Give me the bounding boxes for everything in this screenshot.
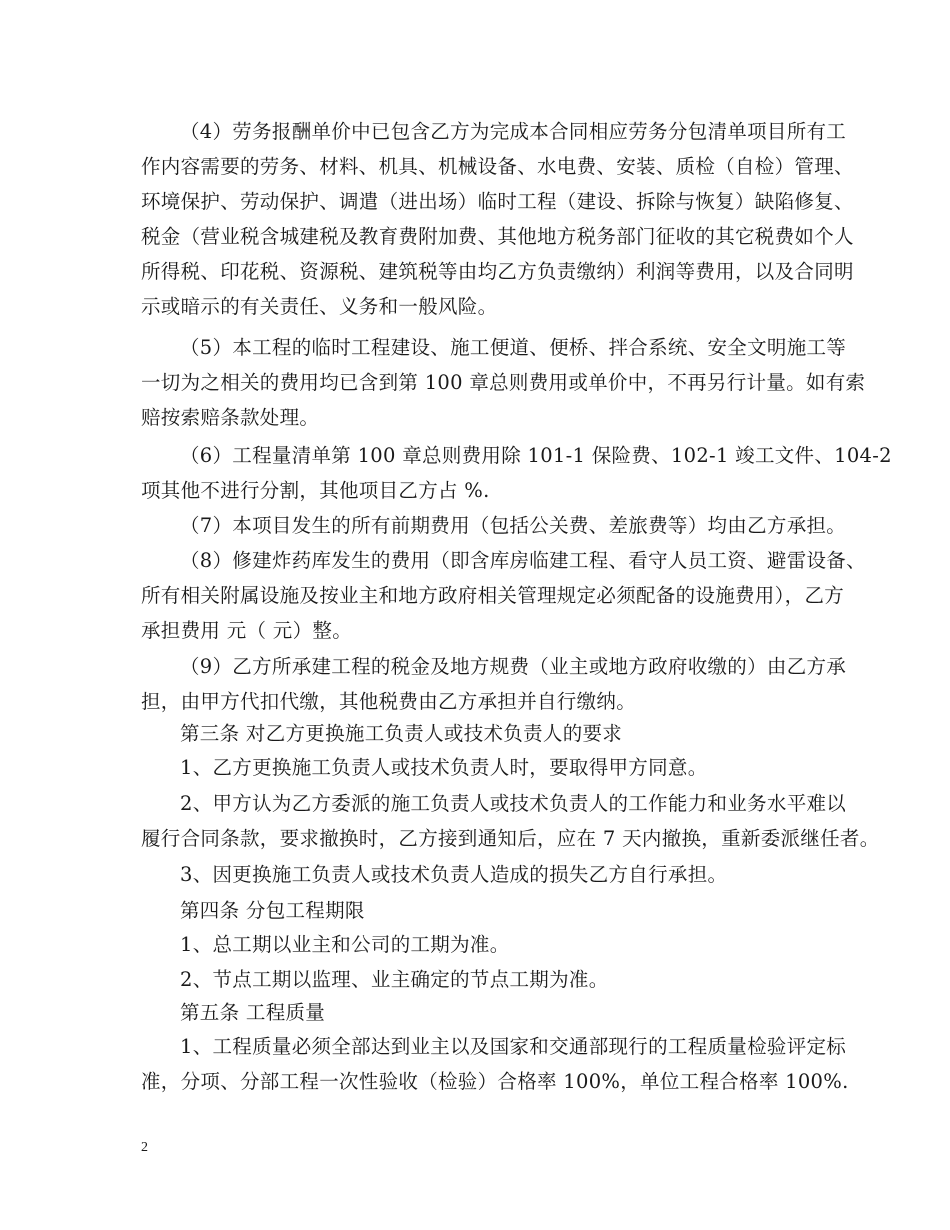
text-line: 准，分项、分部工程一次性验收（检验）合格率 100%，单位工程合格率 100%. (141, 1070, 849, 1093)
text-line: 履行合同条款，要求撤换时，乙方接到通知后，应在 7 天内撤换，重新委派继任者。 (141, 827, 880, 850)
text-line: （7）本项目发生的所有前期费用（包括公关费、差旅费等）均由乙方承担。 (180, 514, 847, 537)
text-line: 1、总工期以业主和公司的工期为准。 (180, 933, 510, 956)
text-line: （9）乙方所承建工程的税金及地方规费（业主或地方政府收缴的）由乙方承 (180, 655, 847, 678)
text-line: 1、乙方更换施工负责人或技术负责人时，要取得甲方同意。 (180, 756, 708, 779)
text-line: （4）劳务报酬单价中已包含乙方为完成本合同相应劳务分包清单项目所有工 (180, 120, 847, 143)
text-line: 税金（营业税含城建税及教育费附加费、其他地方税务部门征收的其它税费如个人 (141, 225, 854, 248)
text-line: 示或暗示的有关责任、义务和一般风险。 (141, 295, 498, 318)
text-line: （6）工程量清单第 100 章总则费用除 101-1 保险费、102-1 竣工文件、104-2 (180, 444, 892, 467)
text-line: 所得税、印花税、资源税、建筑税等由均乙方负责缴纳）利润等费用，以及合同明 (141, 260, 854, 283)
text-line: 项其他不进行分割，其他项目乙方占 %. (141, 479, 490, 502)
text-line: 2、甲方认为乙方委派的施工负责人或技术负责人的工作能力和业务水平难以 (180, 792, 847, 815)
text-line: 赔按索赔条款处理。 (141, 406, 320, 429)
text-line: （5）本工程的临时工程建设、施工便道、便桥、拌合系统、安全文明施工等 (180, 336, 847, 359)
text-line: 3、因更换施工负责人或技术负责人造成的损失乙方自行承担。 (180, 863, 728, 886)
page-number: 2 (141, 1140, 148, 1155)
text-line: 1、工程质量必须全部达到业主以及国家和交通部现行的工程质量检验评定标 (180, 1035, 847, 1058)
text-line: 一切为之相关的费用均已含到第 100 章总则费用或单价中，不再另行计量。如有索 (141, 371, 866, 394)
text-line: 环境保护、劳动保护、调遣（进出场）临时工程（建设、拆除与恢复）缺陷修复、 (141, 190, 854, 213)
text-line: 作内容需要的劳务、材料、机具、机械设备、水电费、安装、质检（自检）管理、 (141, 155, 854, 178)
text-line: 担，由甲方代扣代缴，其他税费由乙方承担并自行缴纳。 (141, 690, 637, 713)
section-heading: 第四条 分包工程期限 (180, 899, 365, 922)
section-heading: 第五条 工程质量 (180, 1001, 326, 1024)
text-line: 承担费用 元（ 元）整。 (141, 619, 352, 642)
section-heading: 第三条 对乙方更换施工负责人或技术负责人的要求 (180, 722, 623, 745)
text-line: （8）修建炸药库发生的费用（即含库房临建工程、看守人员工资、避雷设备、 (180, 549, 866, 572)
text-line: 2、节点工期以监理、业主确定的节点工期为准。 (180, 968, 609, 991)
text-line: 所有相关附属设施及按业主和地方政府相关管理规定必须配备的设施费用），乙方 (141, 584, 845, 607)
